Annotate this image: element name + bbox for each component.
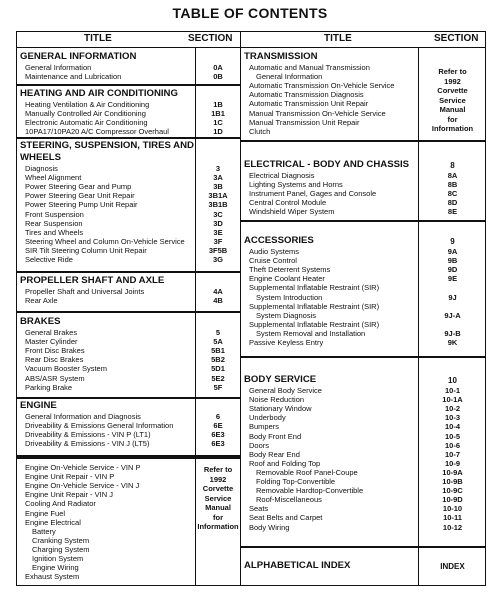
right-section-title-1: ELECTRICAL - BODY AND CHASSIS xyxy=(244,159,410,170)
right-section-title-4: ALPHABETICAL INDEX xyxy=(244,560,351,571)
right-refer-note-0-6: Information xyxy=(431,124,474,133)
right-section-title-0: TRANSMISSION xyxy=(244,51,318,62)
right-entry-code-3-8: 10-9 xyxy=(444,458,460,468)
left-entry-2-10: Selective Ride xyxy=(25,255,73,264)
right-entry-0-0: Automatic and Manual Transmission xyxy=(249,63,370,72)
left-entry-code-2-0: 3 xyxy=(215,164,221,173)
right-entry-2-7: System Diagnosis xyxy=(256,310,317,320)
left-entry-code-4-4: 5D1 xyxy=(211,364,225,374)
right-entry-3-4: Bumpers xyxy=(249,422,280,432)
left-entry-4-4: Vacuum Booster System xyxy=(25,364,107,374)
left-section-title-3: PROPELLER SHAFT AND AXLE xyxy=(20,275,165,286)
right-entry-2-5: System Introduction xyxy=(256,292,323,302)
right-entry-2-6: Supplemental Inflatable Restraint (SIR) xyxy=(249,301,380,311)
right-entry-code-3-1: 10-1A xyxy=(442,395,463,405)
left-entry-3-0: Propeller Shaft and Universal Joints xyxy=(25,287,145,296)
right-entry-3-2: Stationary Window xyxy=(249,404,312,414)
right-entry-code-3-9: 10-9A xyxy=(442,467,463,477)
left-entry-4-0: General Brakes xyxy=(25,328,78,337)
left-entry-6-8: Cranking System xyxy=(32,535,90,545)
right-section-rule-2 xyxy=(240,356,486,358)
right-section-rule-3 xyxy=(240,546,486,548)
left-entry-code-2-10: 3G xyxy=(212,255,223,264)
col-header-title-right: TITLE xyxy=(324,33,352,44)
right-entry-code-2-7: 9J-A xyxy=(444,310,461,320)
left-section-title-0: GENERAL INFORMATION xyxy=(20,51,137,62)
left-entry-code-5-0: 6 xyxy=(215,412,221,421)
left-refer-note-6-5: for xyxy=(213,512,223,522)
right-entry-code-2-9: 9J-B xyxy=(444,328,461,338)
left-entry-4-1: Master Cylinder xyxy=(25,337,78,347)
left-section-rule-0 xyxy=(16,84,241,86)
right-entry-0-1: General Information xyxy=(256,72,323,82)
left-entry-6-11: Engine Wiring xyxy=(32,563,79,573)
right-entry-code-2-3: 9E xyxy=(447,274,458,284)
left-refer-note-6-6: Information xyxy=(197,522,239,531)
left-section-title-5: ENGINE xyxy=(20,400,57,411)
right-entry-code-3-14: 10-11 xyxy=(443,513,462,523)
right-entry-2-4: Supplemental Inflatable Restraint (SIR) xyxy=(249,283,380,293)
left-entry-code-4-6: 5F xyxy=(213,382,223,392)
right-refer-note-0-1: 1992 xyxy=(444,76,461,86)
right-entry-3-12: Roof-Miscellaneous xyxy=(256,495,322,505)
right-entry-1-0: Electrical Diagnosis xyxy=(249,171,315,180)
left-entry-0-0: General Information xyxy=(25,63,92,72)
left-entry-code-4-3: 5B2 xyxy=(211,355,225,365)
left-entry-code-2-7: 3E xyxy=(213,227,223,237)
right-entry-0-2: Automatic Transmission On-Vehicle Service xyxy=(249,81,395,91)
right-section-rule-1 xyxy=(240,220,486,222)
left-section-rule-2 xyxy=(16,271,241,273)
right-entry-3-13: Seats xyxy=(249,504,269,514)
right-refer-note-0-5: for xyxy=(447,114,458,124)
right-section-title-3: BODY SERVICE xyxy=(244,374,317,385)
left-entry-code-5-1: 6E xyxy=(213,421,223,431)
left-entry-code-4-0: 5 xyxy=(215,328,221,337)
left-entry-3-1: Rear Axle xyxy=(25,296,58,306)
left-entry-6-3: Engine Unit Repair - VIN J xyxy=(25,490,113,500)
left-entry-0-1: Maintenance and Lubrication xyxy=(25,72,122,82)
right-entry-2-1: Cruise Control xyxy=(249,256,297,266)
right-entry-code-3-7: 10-7 xyxy=(444,449,460,459)
right-entry-3-8: Roof and Folding Top xyxy=(249,458,321,468)
right-entry-3-3: Underbody xyxy=(249,413,286,423)
left-entry-2-9: SIR Tilt Steering Column Unit Repair xyxy=(25,245,147,255)
right-section-code-4: INDEX xyxy=(440,562,465,571)
left-section-rule-3 xyxy=(16,311,241,313)
left-entry-4-3: Rear Disc Brakes xyxy=(25,355,84,365)
right-entry-code-3-11: 10-9C xyxy=(442,486,463,496)
left-entry-code-3-1: 4B xyxy=(213,296,223,306)
right-entry-0-4: Automatic Transmission Unit Repair xyxy=(249,99,369,109)
right-entry-code-3-13: 10-10 xyxy=(442,504,463,514)
right-entry-0-7: Clutch xyxy=(249,126,271,136)
right-refer-note-0-3: Service xyxy=(439,95,466,105)
left-entry-4-5: ABS/ASR System xyxy=(25,373,85,383)
left-entry-6-0: Engine On-Vehicle Service - VIN P xyxy=(25,463,141,472)
right-entry-2-3: Engine Coolant Heater xyxy=(249,274,325,284)
left-refer-note-6-3: Service xyxy=(204,493,232,503)
header-rule xyxy=(16,47,486,48)
right-entry-code-1-0: 8A xyxy=(447,171,458,180)
right-section-rule-0 xyxy=(240,140,486,142)
left-entry-code-4-5: 5E2 xyxy=(211,373,225,383)
left-entry-code-2-5: 3C xyxy=(213,209,223,219)
left-entry-1-3: 10PA17/10PA20 A/C Compressor Overhaul xyxy=(25,127,169,137)
page-title: TABLE OF CONTENTS xyxy=(172,5,328,21)
left-section-rule-1 xyxy=(16,137,241,139)
right-refer-note-0-4: Manual xyxy=(439,105,466,114)
right-section-code-3: 10 xyxy=(448,376,457,385)
left-entry-5-2: Driveability & Emissions - VIN P (LT1) xyxy=(25,430,151,440)
right-entry-code-1-1: 8B xyxy=(447,180,458,190)
left-entry-code-4-2: 5B1 xyxy=(211,346,225,356)
right-entry-code-3-5: 10-5 xyxy=(444,431,460,441)
left-section-title-2: STEERING, SUSPENSION, TIRES AND xyxy=(20,140,194,151)
left-entry-2-6: Rear Suspension xyxy=(25,218,83,228)
left-entry-code-2-2: 3B xyxy=(213,182,223,192)
right-entry-2-8: Supplemental Inflatable Restraint (SIR) xyxy=(249,319,380,329)
right-refer-note-0-2: Corvette xyxy=(437,86,468,95)
right-entry-3-1: Noise Reduction xyxy=(249,395,305,405)
right-entry-0-6: Manual Transmission Unit Repair xyxy=(249,117,360,127)
left-entry-code-2-3: 3B1A xyxy=(208,191,228,201)
left-entry-code-4-1: 5A xyxy=(213,337,223,347)
right-entry-2-9: System Removal and Installation xyxy=(256,328,366,338)
left-entry-1-0: Heating Ventilation & Air Conditioning xyxy=(25,100,150,109)
right-refer-note-0-0: Refer to xyxy=(438,67,467,76)
right-entry-3-6: Doors xyxy=(249,440,270,450)
right-entry-2-2: Theft Deterrent Systems xyxy=(249,265,331,275)
left-entry-code-2-9: 3F5B xyxy=(208,245,228,255)
right-section-code-1: 8 xyxy=(450,161,455,170)
right-entry-code-2-0: 9A xyxy=(447,247,458,256)
left-entry-5-1: Driveability & Emissions General Information xyxy=(25,421,174,431)
left-entry-2-4: Power Steering Pump Unit Repair xyxy=(25,200,138,210)
right-entry-code-3-10: 10-9B xyxy=(442,477,463,486)
left-section-rule-double-5 xyxy=(16,457,241,459)
right-entry-0-5: Manual Transmission On-Vehicle Service xyxy=(249,108,386,118)
right-entry-code-2-5: 9J xyxy=(448,292,457,302)
left-entry-6-2: Engine On-Vehicle Service - VIN J xyxy=(25,481,140,491)
right-entry-code-3-12: 10-9D xyxy=(442,495,463,505)
left-entry-code-1-2: 1C xyxy=(213,118,223,128)
left-entry-code-2-4: 3B1B xyxy=(208,200,228,210)
left-entry-code-2-1: 3A xyxy=(213,173,223,183)
right-entry-3-15: Body Wiring xyxy=(249,522,290,532)
left-entry-4-2: Front Disc Brakes xyxy=(25,346,85,356)
left-entry-6-4: Cooling And Radiator xyxy=(25,499,96,509)
left-entry-2-1: Wheel Alignment xyxy=(25,173,82,183)
right-entry-1-2: Instrument Panel, Gages and Console xyxy=(249,189,377,199)
left-entry-code-5-3: 6E3 xyxy=(211,439,225,449)
right-entry-code-3-6: 10-6 xyxy=(444,440,460,450)
left-entry-1-2: Electronic Automatic Air Conditioning xyxy=(25,118,148,128)
right-entry-1-1: Lighting Systems and Horns xyxy=(249,180,343,190)
right-entry-1-4: Windshield Wiper System xyxy=(249,207,335,217)
left-section-title-1: HEATING AND AIR CONDITIONING xyxy=(20,88,178,99)
col-header-section-left: SECTION xyxy=(188,33,233,44)
left-entry-6-9: Charging System xyxy=(32,544,90,554)
right-entry-code-3-15: 10-12 xyxy=(442,522,463,532)
right-entry-code-3-4: 10-4 xyxy=(444,422,460,432)
right-entry-2-10: Passive Keyless Entry xyxy=(249,338,324,347)
left-entry-4-6: Parking Brake xyxy=(25,382,73,392)
right-entry-1-3: Central Control Module xyxy=(249,198,327,208)
left-entry-2-7: Tires and Wheels xyxy=(25,227,84,237)
right-entry-code-3-2: 10-2 xyxy=(444,404,460,414)
right-entry-code-2-10: 9K xyxy=(447,338,458,347)
left-entry-5-0: General Information and Diagnosis xyxy=(25,412,141,421)
left-entry-code-5-2: 6E3 xyxy=(211,430,225,440)
left-entry-code-1-0: 1B xyxy=(213,100,223,109)
right-entry-3-14: Seat Belts and Carpet xyxy=(249,513,323,523)
left-entry-code-1-1: 1B1 xyxy=(211,109,225,119)
left-entry-code-0-1: 0B xyxy=(213,72,223,82)
right-entry-3-10: Folding Top-Convertible xyxy=(256,477,336,486)
left-entry-code-0-0: 0A xyxy=(213,63,223,72)
left-entry-1-1: Manually Controlled Air Conditioning xyxy=(25,109,146,119)
left-section-title-4: BRAKES xyxy=(20,316,61,327)
left-refer-note-6-4: Manual xyxy=(205,503,231,512)
right-entry-0-3: Automatic Transmission Diagnosis xyxy=(249,90,364,100)
right-entry-3-7: Body Rear End xyxy=(249,449,300,459)
left-entry-code-1-3: 1D xyxy=(213,127,223,137)
left-entry-5-3: Driveability & Emissions - VIN J (LT5) xyxy=(25,439,150,449)
right-entry-code-1-2: 8C xyxy=(447,189,458,199)
right-entry-code-2-1: 9B xyxy=(447,256,458,266)
right-section-code-2: 9 xyxy=(450,237,455,246)
left-entry-6-10: Ignition System xyxy=(32,554,84,563)
right-entry-3-11: Removable Hardtop-Convertible xyxy=(256,486,364,496)
left-entry-6-6: Engine Electrical xyxy=(25,517,81,527)
right-entry-code-2-2: 9D xyxy=(447,265,458,275)
left-entry-6-5: Engine Fuel xyxy=(25,508,66,518)
right-entry-code-1-4: 8E xyxy=(447,207,458,217)
right-section-title-2: ACCESSORIES xyxy=(244,235,314,246)
left-entry-code-2-6: 3D xyxy=(213,218,223,228)
right-entry-code-3-0: 10-1 xyxy=(444,386,460,395)
center-divider xyxy=(240,31,241,586)
right-entry-code-3-3: 10-3 xyxy=(444,413,460,423)
left-entry-2-2: Power Steering Gear and Pump xyxy=(25,182,132,192)
left-entry-6-7: Battery xyxy=(32,526,56,536)
left-refer-note-6-2: Corvette xyxy=(202,484,234,493)
left-refer-note-6-1: 1992 xyxy=(209,474,227,484)
left-entry-2-5: Front Suspension xyxy=(25,209,84,219)
right-entry-code-1-3: 8D xyxy=(447,198,458,208)
left-entry-6-1: Engine Unit Repair - VIN P xyxy=(25,472,115,482)
right-entry-3-9: Removable Roof Panel-Coupe xyxy=(256,467,358,477)
left-entry-2-8: Steering Wheel and Column On-Vehicle Service xyxy=(25,236,185,246)
left-entry-6-12: Exhaust System xyxy=(25,572,80,582)
left-entry-2-0: Diagnosis xyxy=(25,164,58,173)
left-entry-2-3: Power Steering Gear Unit Repair xyxy=(25,191,135,201)
left-refer-note-6-0: Refer to xyxy=(203,465,233,474)
left-entry-code-2-8: 3F xyxy=(213,236,223,246)
right-entry-3-5: Body Front End xyxy=(249,431,302,441)
right-entry-2-0: Audio Systems xyxy=(249,247,300,256)
col-header-section-right: SECTION xyxy=(434,33,479,44)
left-section-title2-2: WHEELS xyxy=(20,152,62,163)
left-entry-code-3-0: 4A xyxy=(213,287,223,296)
col-header-title-left: TITLE xyxy=(84,33,112,44)
left-section-rule-4 xyxy=(16,397,241,399)
right-entry-3-0: General Body Service xyxy=(249,386,322,395)
